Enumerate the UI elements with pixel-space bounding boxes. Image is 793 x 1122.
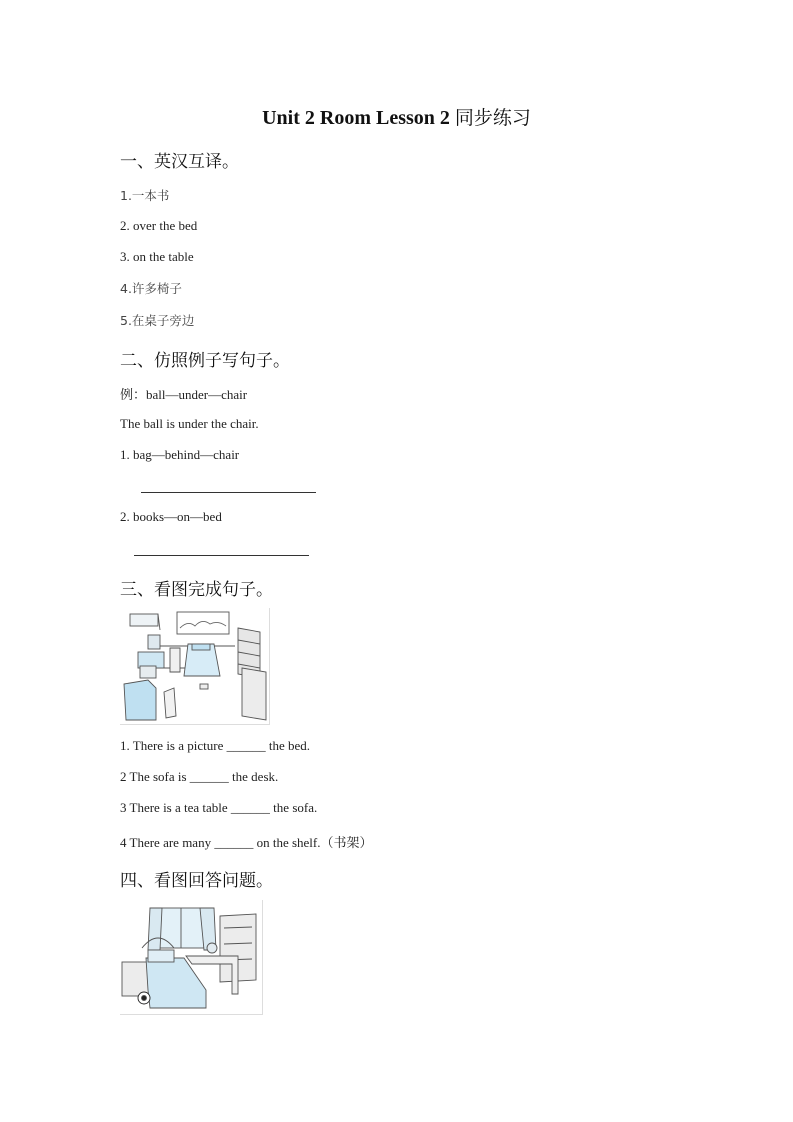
section-1-item-1: 1.一本书	[120, 188, 170, 203]
section-3-item-4: 4 There are many ______ on the shelf.（书架）	[120, 835, 373, 850]
section-3-item-2: 2 The sofa is ______ the desk.	[120, 769, 279, 784]
section-1-item-2: 2. over the bed	[120, 218, 198, 233]
section-3-heading: 三、看图完成句子。	[120, 580, 273, 600]
section-3-item-3: 3 There is a tea table ______ the sofa.	[120, 800, 318, 815]
section-1-item-4: 4.许多椅子	[120, 281, 182, 296]
section-4-heading: 四、看图回答问题。	[120, 871, 273, 891]
title-en: Unit 2 Room Lesson 2	[262, 107, 450, 129]
section-2-item-2: 2. books—on—bed	[120, 509, 222, 524]
answer-line-2[interactable]	[134, 555, 309, 556]
answer-line-1[interactable]	[141, 492, 316, 493]
section-2-item-1: 1. bag—behind—chair	[120, 447, 240, 462]
section-1-item-5: 5.在桌子旁边	[120, 313, 195, 328]
bedroom-picture-1	[120, 608, 270, 725]
bedroom-picture-2	[120, 900, 263, 1015]
page-title	[0, 103, 793, 130]
section-3-item-1: 1. There is a picture ______ the bed.	[120, 738, 311, 753]
section-1-item-3: 3. on the table	[120, 249, 194, 264]
example-prompt: 例：ball—under—chair	[120, 387, 248, 402]
section-2-heading: 二、仿照例子写句子。	[120, 351, 290, 371]
example-answer: The ball is under the chair.	[120, 416, 259, 431]
title-cn: 同步练习	[454, 107, 531, 129]
section-1-heading: 一、英汉互译。	[120, 152, 239, 172]
